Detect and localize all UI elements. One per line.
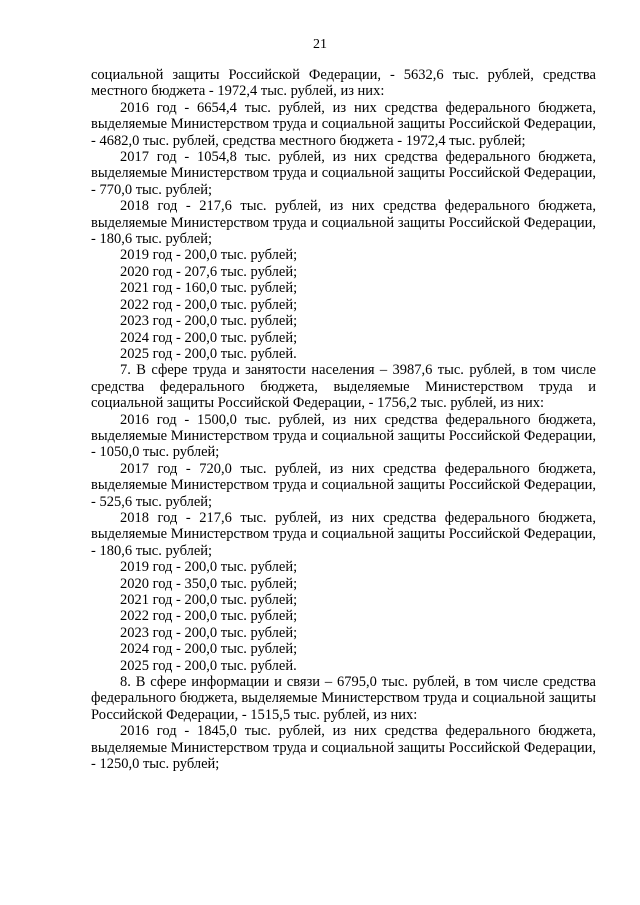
year-allocation-line: 2022 год - 200,0 тыс. рублей; xyxy=(120,608,298,625)
year-allocation-line: 2019 год - 200,0 тыс. рублей; xyxy=(120,247,298,264)
document-body xyxy=(91,67,596,772)
text-paragraph: 2016 год - 1845,0 тыс. рублей, из них средства федерального бюджета, выделяемые Министерством труда и социальной защиты Российской Федерации, - 1250,0 тыс. рублей; xyxy=(91,723,596,773)
year-allocation-line: 2020 год - 207,6 тыс. рублей; xyxy=(120,263,298,280)
year-allocation-line: 2023 год - 200,0 тыс. рублей; xyxy=(120,624,298,641)
text-paragraph: 2018 год - 217,6 тыс. рублей, из них средства федерального бюджета, выделяемые Министерством труда и социальной защиты Российской Федерации, - 180,6 тыс. рублей; xyxy=(91,198,596,248)
text-paragraph: 2017 год - 1054,8 тыс. рублей, из них средства федерального бюджета, выделяемые Министерством труда и социальной защиты Российской Федерации, - 770,0 тыс. рублей; xyxy=(91,149,596,198)
text-paragraph: 8. В сфере информации и связи – 6795,0 тыс. рублей, в том числе средства федерального бюджета, выделяемые Министерством труда и социальной защиты Российской Федерации, - 1515,5 тыс. рублей, из них: xyxy=(91,674,596,723)
year-allocation-line: 2024 год - 200,0 тыс. рублей; xyxy=(120,641,298,658)
year-allocation-line: 2025 год - 200,0 тыс. рублей. xyxy=(120,657,297,674)
year-allocation-line: 2019 год - 200,0 тыс. рублей; xyxy=(120,559,298,576)
year-allocation-line: 2021 год - 160,0 тыс. рублей; xyxy=(120,280,298,297)
year-allocation-line: 2022 год - 200,0 тыс. рублей; xyxy=(120,296,298,313)
year-allocation-line: 2023 год - 200,0 тыс. рублей; xyxy=(120,313,298,330)
year-allocation-line: 2025 год - 200,0 тыс. рублей. xyxy=(120,345,297,362)
text-paragraph: социальной защиты Российской Федерации, - 5632,6 тыс. рублей, средства местного бюджета - 1972,4 тыс. рублей, из них: xyxy=(91,67,596,100)
text-paragraph: 2016 год - 6654,4 тыс. рублей, из них средства федерального бюджета, выделяемые Министерством труда и социальной защиты Российской Федерации, - 4682,0 тыс. рублей, средства местного бюджета - 1972,4 тыс. рублей; xyxy=(91,99,596,149)
text-paragraph: 2017 год - 720,0 тыс. рублей, из них средства федерального бюджета, выделяемые Министерством труда и социальной защиты Российской Федерации, - 525,6 тыс. рублей; xyxy=(91,460,596,510)
year-allocation-line: 2021 год - 200,0 тыс. рублей; xyxy=(120,592,298,608)
text-paragraph: 7. В сфере труда и занятости населения – 3987,6 тыс. рублей, в том числе средства федерального бюджета, выделяемые Министерством труда и социальной защиты Российской Федерации, - 1756,2 тыс. рублей, из них: xyxy=(91,362,596,412)
year-allocation-line: 2020 год - 350,0 тыс. рублей; xyxy=(120,575,298,592)
page-number: 21 xyxy=(313,37,327,52)
text-paragraph: 2018 год - 217,6 тыс. рублей, из них средства федерального бюджета, выделяемые Министерством труда и социальной защиты Российской Федерации, - 180,6 тыс. рублей; xyxy=(91,509,596,559)
year-allocation-line: 2024 год - 200,0 тыс. рублей; xyxy=(120,329,298,346)
text-paragraph: 2016 год - 1500,0 тыс. рублей, из них средства федерального бюджета, выделяемые Министерством труда и социальной защиты Российской Федерации, - 1050,0 тыс. рублей; xyxy=(91,411,596,461)
